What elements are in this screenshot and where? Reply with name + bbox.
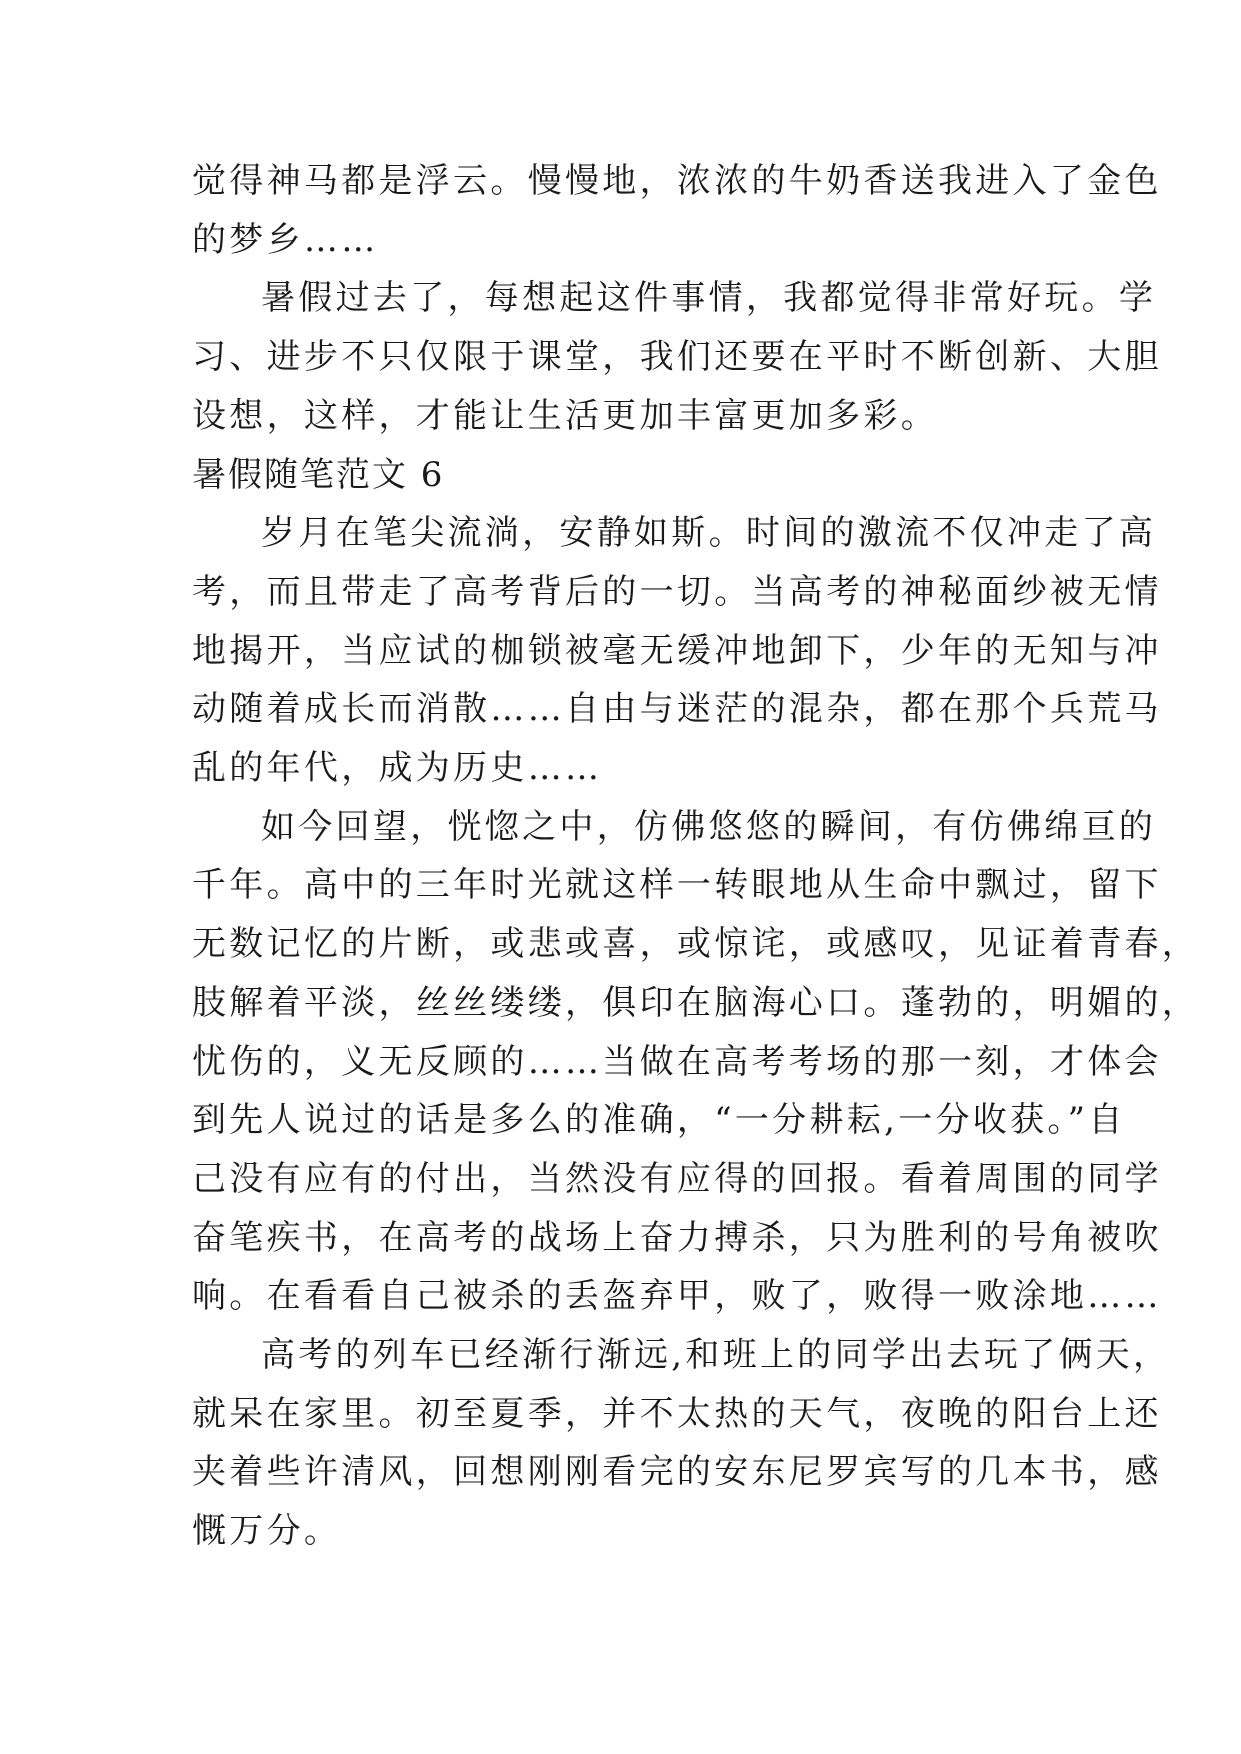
- text-line: 地揭开，当应试的枷锁被毫无缓冲地卸下，少年的无知与冲: [192, 630, 1162, 671]
- paragraph-start: 岁月在笔尖流淌，安静如斯。时间的激流不仅冲走了高: [261, 513, 1157, 554]
- paragraph-start: 暑假过去了，每想起这件事情，我都觉得非常好玩。学: [261, 278, 1157, 319]
- text-line: 奋笔疾书，在高考的战场上奋力搏杀，只为胜利的号角被吹: [192, 1217, 1162, 1258]
- text-line: 考，而且带走了高考背后的一切。当高考的神秘面纱被无情: [192, 571, 1162, 612]
- text-line: 千年。高中的三年时光就这样一转眼地从生命中飘过，留下: [192, 865, 1162, 906]
- text-line: 到先人说过的话是多么的准确，“一分耕耘,一分收获。”自: [192, 1100, 1126, 1141]
- text-line: 响。在看看自己被杀的丢盔弃甲，败了，败得一败涂地……: [192, 1276, 1162, 1317]
- text-line: 就呆在家里。初至夏季，并不太热的天气，夜晚的阳台上还: [192, 1393, 1162, 1434]
- text-line: 慨万分。: [192, 1511, 342, 1552]
- text-line: 习、进步不只仅限于课堂，我们还要在平时不断创新、大胆: [192, 337, 1162, 378]
- text-line: 夹着些许清风，回想刚刚看完的安东尼罗宾写的几本书，感: [192, 1452, 1162, 1493]
- paragraph-start: 高考的列车已经渐行渐远,和班上的同学出去玩了俩天，: [261, 1335, 1171, 1376]
- text-line: 动随着成长而消散……自由与迷茫的混杂，都在那个兵荒马: [192, 689, 1162, 730]
- paragraph-start: 如今回望，恍惚之中，仿佛悠悠的瞬间，有仿佛绵亘的: [261, 806, 1157, 847]
- text-line: 无数记忆的片断，或悲或喜，或惊诧，或感叹，见证着青春，: [192, 924, 1200, 965]
- text-line: 乱的年代，成为历史……: [192, 748, 603, 789]
- text-line: 设想，这样，才能让生活更加丰富更加多彩。: [192, 395, 938, 436]
- text-line: 肢解着平淡，丝丝缕缕，俱印在脑海心口。蓬勃的，明媚的，: [192, 982, 1200, 1023]
- section-heading: 暑假随笔范文 6: [192, 454, 445, 495]
- text-line: 己没有应有的付出，当然没有应得的回报。看着周围的同学: [192, 1158, 1162, 1199]
- text-line: 觉得神马都是浮云。慢慢地，浓浓的牛奶香送我进入了金色: [192, 161, 1162, 201]
- text-line: 忧伤的，义无反顾的……当做在高考考场的那一刻，才体会: [192, 1041, 1162, 1082]
- text-line: 的梦乡……: [192, 219, 379, 260]
- document-page: [192, 152, 1200, 1561]
